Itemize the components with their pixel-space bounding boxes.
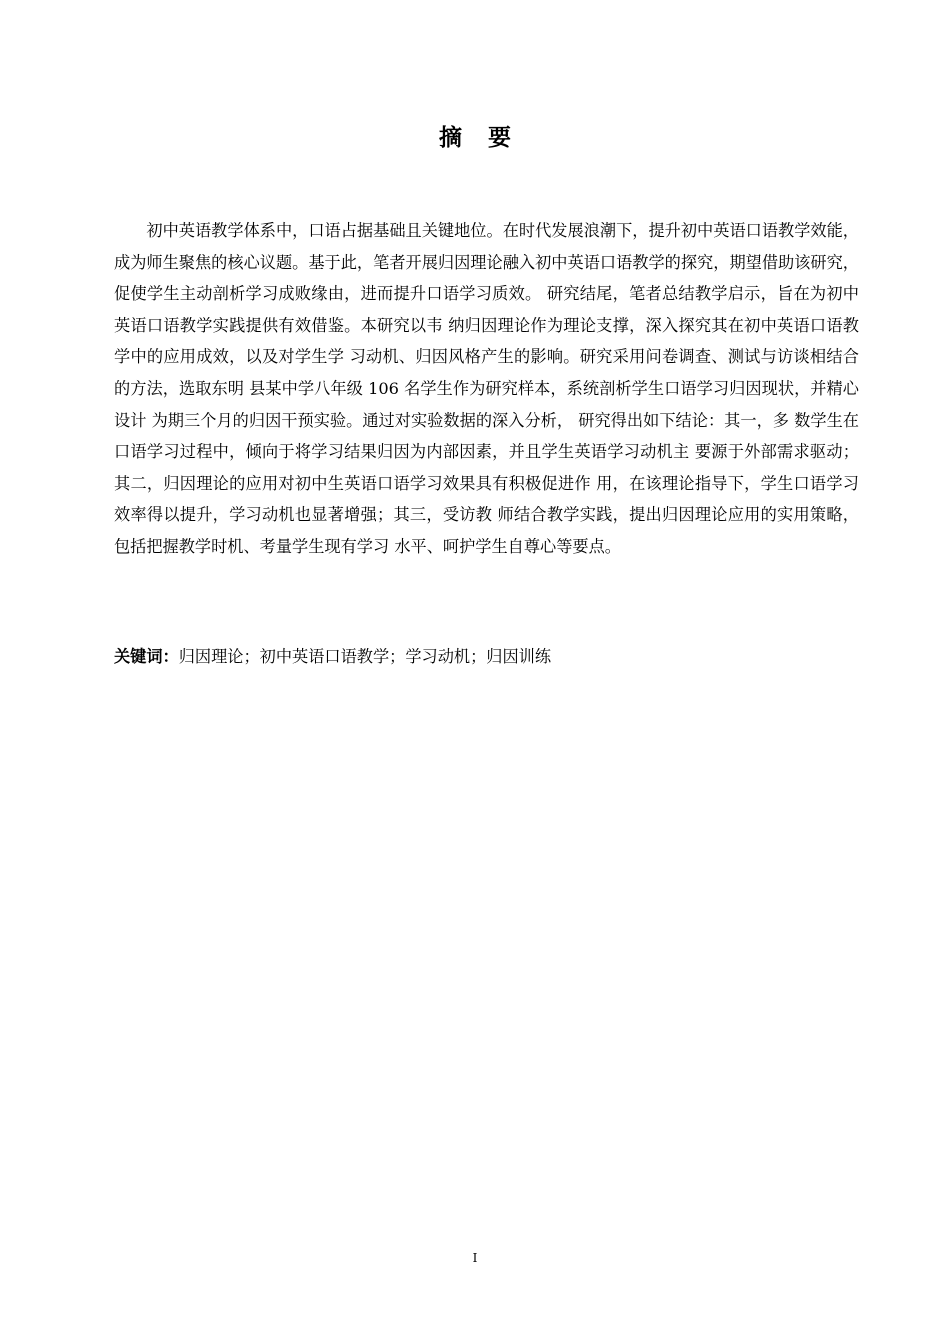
keywords-label: 关键词： bbox=[114, 647, 179, 666]
abstract-paragraph: 初中英语教学体系中，口语占据基础且关键地位。在时代发展浪潮下，提升初中英语口语教学效能，成为师生聚焦的核心议题。基于此，笔者开展归因理论融入初中英语口语教学的探究，期望借助该研究，促使学生主动剖析学习成败缘由，进而提升口语学习质效。 研究结尾，笔者总结教学启示，旨在为初中英语口语教学实践提供有效借鉴。本研究以韦 纳归因理论作为理论支撑，深入探究其在初中英语口语教学中的应用成效，以及对学生学 习动机、归因风格产生的影响。研究采用问卷调查、测试与访谈相结合的方法，选取东明 县某中学八年级 106 名学生作为研究样本，系统剖析学生口语学习归因现状，并精心设计 为期三个月的归因干预实验。通过对实验数据的深入分析， 研究得出如下结论：其一，多 数学生在口语学习过程中，倾向于将学习结果归因为内部因素，并且学生英语学习动机主 要源于外部需求驱动；其二，归因理论的应用对初中生英语口语学习效果具有积极促进作 用，在该理论指导下，学生口语学习效率得以提升，学习动机也显著增强；其三，受访教 师结合教学实践，提出归因理论应用的实用策略，包括把握教学时机、考量学生现有学习 水平、呵护学生自尊心等要点。 bbox=[114, 221, 859, 556]
page-title: 摘要 bbox=[439, 124, 537, 151]
keywords-text: 归因理论；初中英语口语教学；学习动机；归因训练 bbox=[178, 647, 552, 666]
page-number: I bbox=[472, 1251, 478, 1265]
keywords-line bbox=[114, 641, 859, 673]
